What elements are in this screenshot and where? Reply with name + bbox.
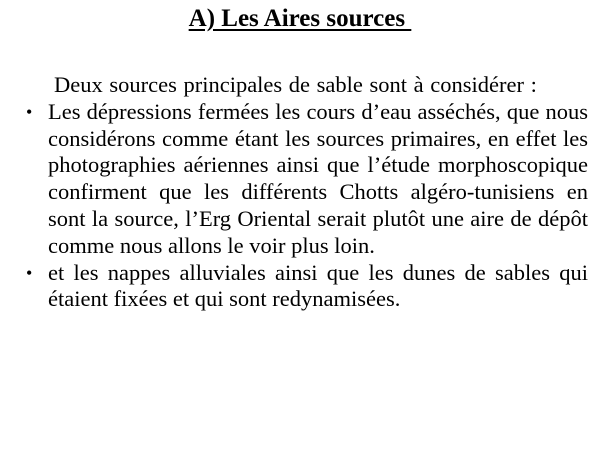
bullet-list: [26, 98, 588, 313]
list-item-text: et les nappes alluviales ainsi que les dunes de sables qui étaient fixées et qui sont redynamisées.: [48, 259, 588, 312]
body-text: [26, 72, 588, 313]
section-title-text: A) Les Aires sources: [188, 5, 412, 32]
intro-paragraph: Deux sources principales de sable sont à considérer :: [54, 72, 537, 97]
list-item-text: Les dépressions fermées les cours d’eau asséchés, que nous considérons comme étant les sources primaires, en effet les photographies aériennes ainsi que l’étude morphoscopique confirment que les différents Chotts algéro-tunisiens en sont la source, l’Erg Oriental serait plutôt une aire de dépôt comme nous allons le voir plus loin.: [48, 98, 588, 258]
bullet-icon: •: [26, 101, 33, 122]
bullet-icon: •: [26, 262, 33, 283]
list-item: [26, 259, 588, 314]
section-title: [0, 4, 600, 34]
list-item: [26, 98, 588, 260]
